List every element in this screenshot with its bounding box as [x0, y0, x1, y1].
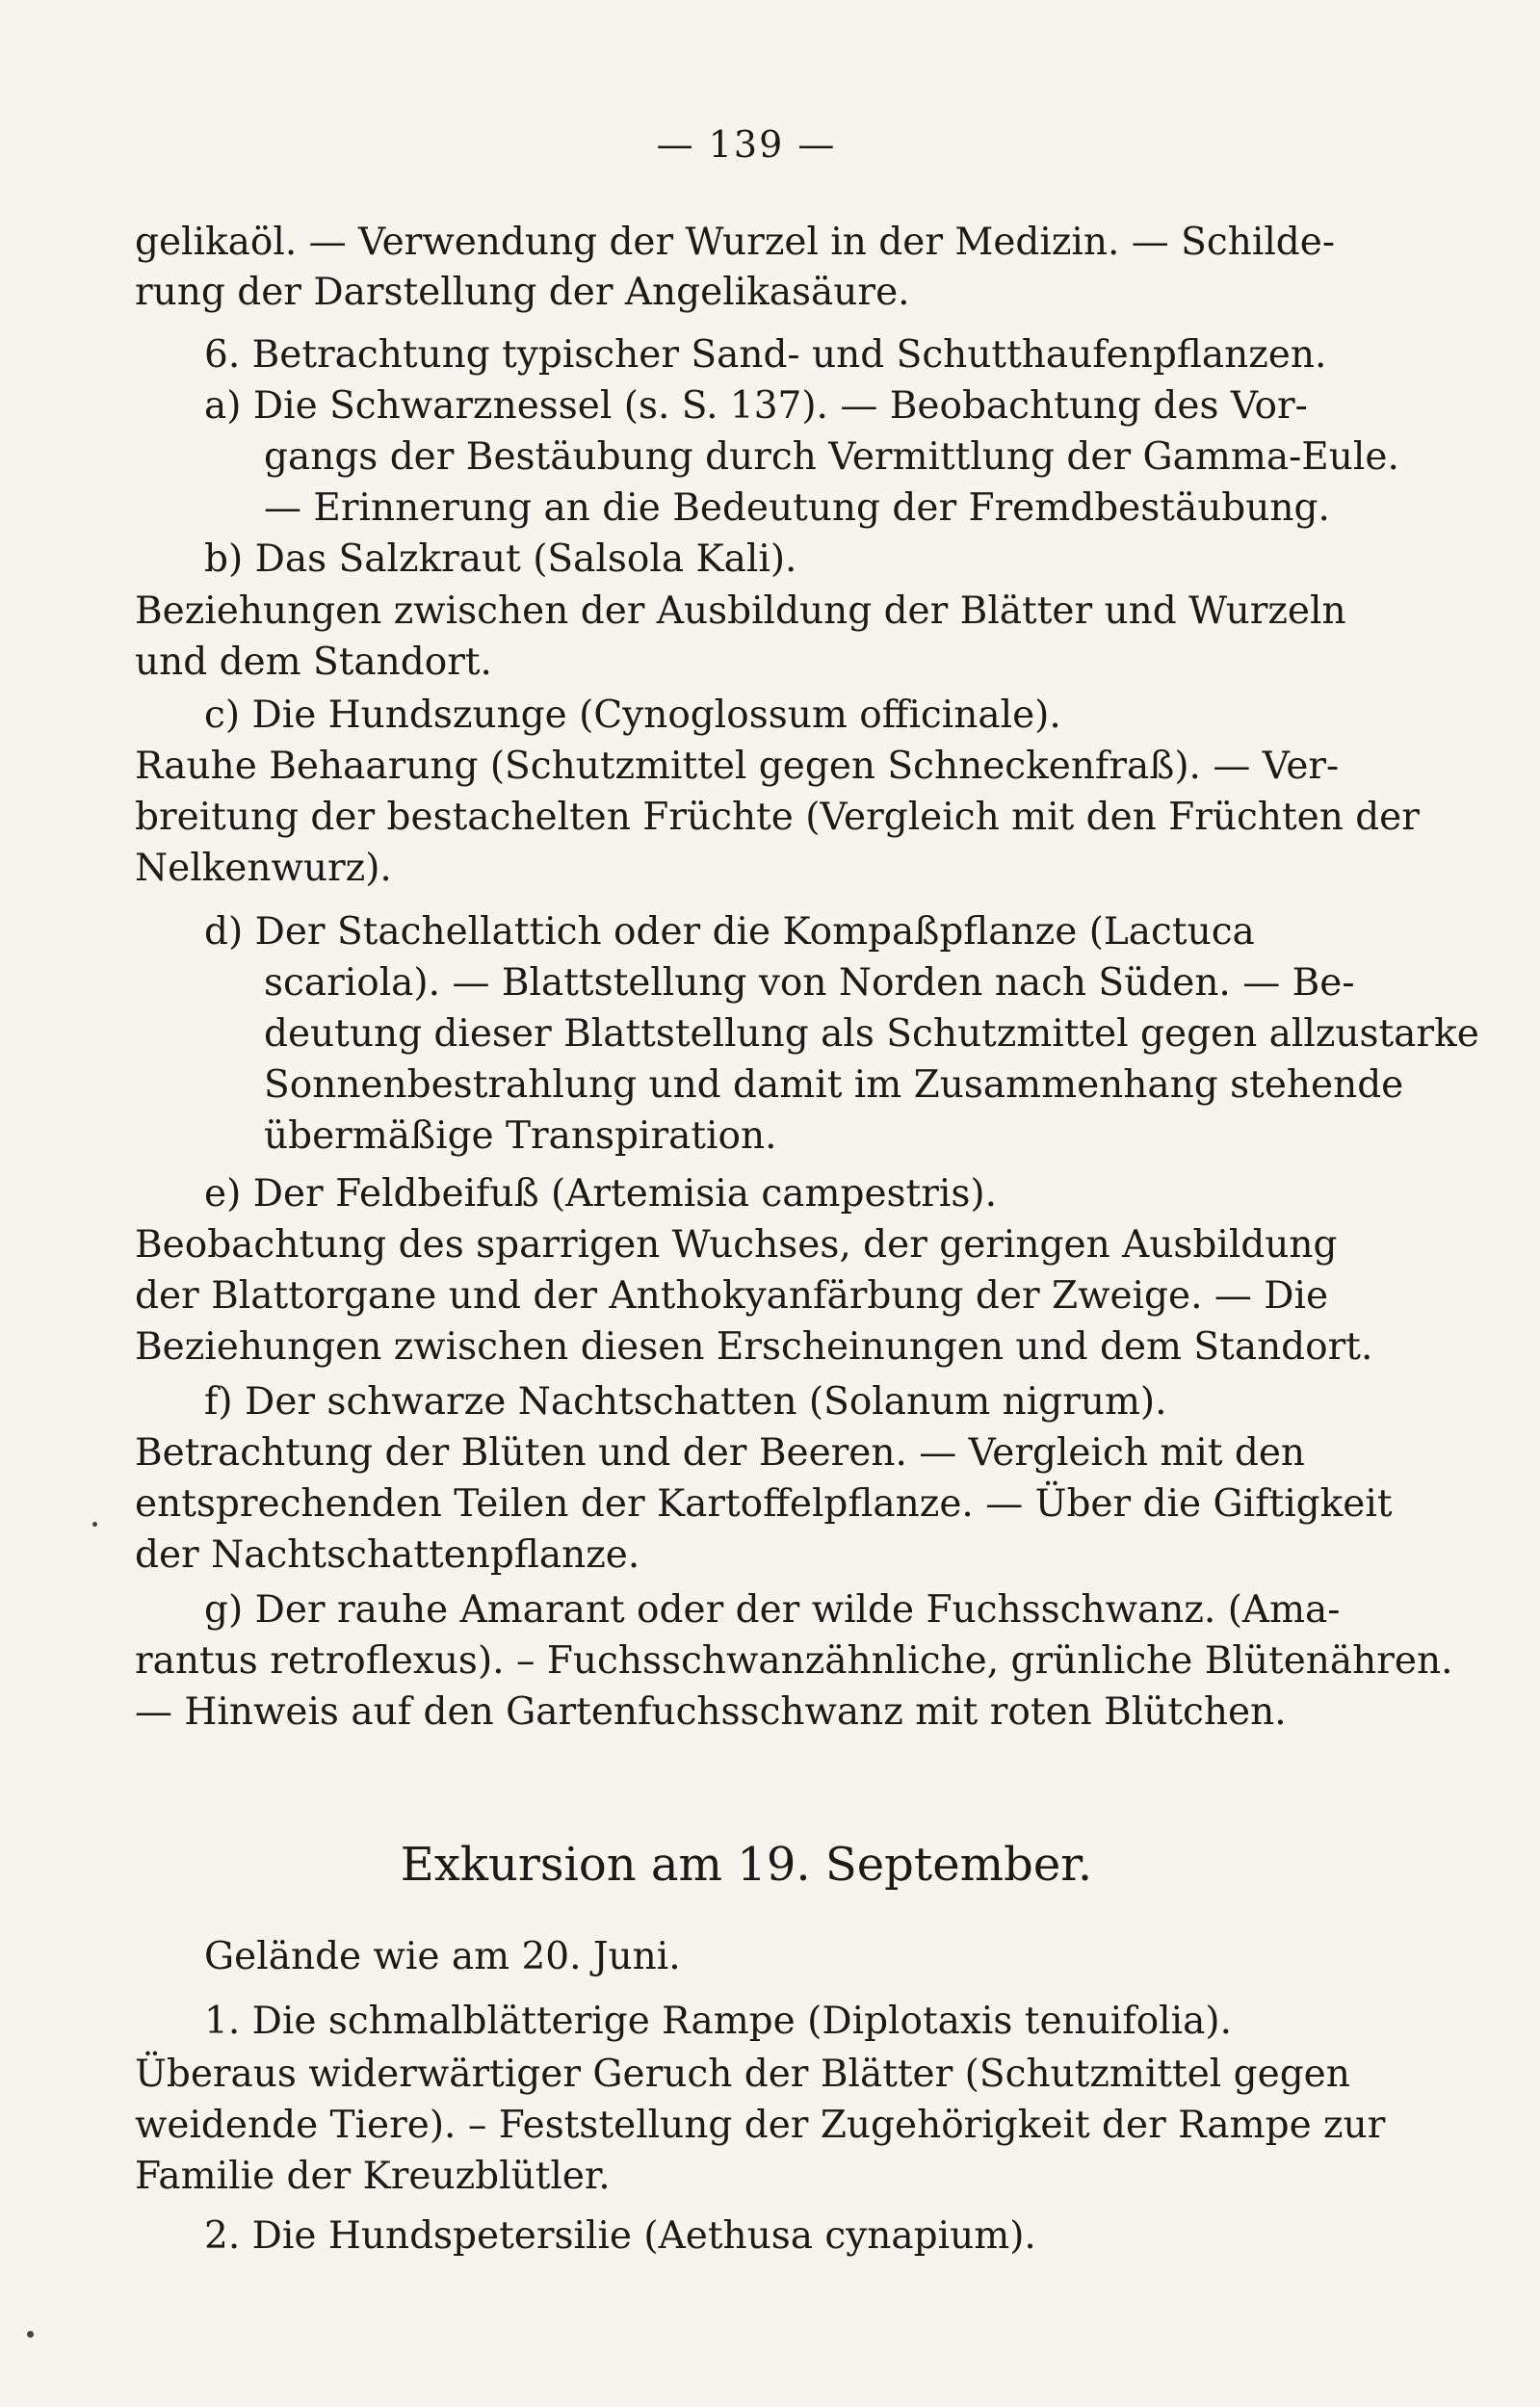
text-line: Beobachtung des sparrigen Wuchses, der geringen Ausbildung — [135, 1223, 1338, 1267]
text-line: Gelände wie am 20. Juni. — [204, 1935, 681, 1978]
text-line: gangs der Bestäubung durch Vermittlung der Gamma-Eule. — [264, 435, 1399, 479]
text-line: übermäßige Transpiration. — [264, 1114, 777, 1158]
text-line: Beziehungen zwischen diesen Erscheinungen und dem Standort. — [135, 1325, 1373, 1369]
text-line: — Erinnerung an die Bedeutung der Fremdbestäubung. — [264, 486, 1330, 530]
text-line: scariola). — Blattstellung von Norden nach Süden. — Be- — [264, 961, 1355, 1005]
text-line: a) Die Schwarznessel (s. S. 137). — Beobachtung des Vor- — [204, 384, 1308, 428]
text-line: 6. Betrachtung typischer Sand- und Schutthaufenpflanzen. — [204, 333, 1327, 377]
text-line: breitung der bestachelten Früchte (Vergleich mit den Früchten der — [135, 796, 1420, 839]
text-line: Betrachtung der Blüten und der Beeren. — Vergleich mit den — [135, 1431, 1306, 1475]
book-page — [135, 0, 1479, 2407]
text-line: Familie der Kreuzblütler. — [135, 2155, 611, 2198]
text-line: — Hinweis auf den Gartenfuchsschwanz mit roten Blütchen. — [135, 1690, 1287, 1734]
print-speck — [27, 2331, 34, 2338]
text-line: weidende Tiere). – Feststellung der Zugehörigkeit der Rampe zur — [135, 2104, 1386, 2147]
text-line: 1. Die schmalblätterige Rampe (Diplotaxis tenuifolia). — [204, 2000, 1232, 2043]
text-line: Beziehungen zwischen der Ausbildung der Blätter und Wurzeln — [135, 589, 1346, 633]
page-number: — 139 — — [656, 123, 837, 166]
section-heading: Exkursion am 19. September. — [400, 1838, 1093, 1892]
text-line: rung der Darstellung der Angelikasäure. — [135, 271, 910, 314]
text-line: und dem Standort. — [135, 641, 492, 684]
text-line: f) Der schwarze Nachtschatten (Solanum nigrum). — [204, 1380, 1167, 1424]
text-line: d) Der Stachellattich oder die Kompaßpflanze (Lactuca — [204, 910, 1255, 954]
text-line: c) Die Hundszunge (Cynoglossum officinale). — [204, 693, 1061, 737]
text-line: deutung dieser Blattstellung als Schutzmittel gegen allzustarke — [264, 1012, 1479, 1056]
text-line: der Blattorgane und der Anthokyanfärbung der Zweige. — Die — [135, 1274, 1329, 1318]
text-line: Rauhe Behaarung (Schutzmittel gegen Schneckenfraß). — Ver- — [135, 745, 1340, 788]
text-line: Nelkenwurz). — [135, 847, 392, 890]
text-line: der Nachtschattenpflanze. — [135, 1533, 640, 1577]
text-line: e) Der Feldbeifuß (Artemisia campestris). — [204, 1172, 997, 1216]
text-line: entsprechenden Teilen der Kartoffelpflanze. — Über die Giftigkeit — [135, 1482, 1393, 1526]
text-line: Überaus widerwärtiger Geruch der Blätter (Schutzmittel gegen — [135, 2053, 1350, 2096]
text-line: b) Das Salzkraut (Salsola Kali). — [204, 537, 797, 581]
text-line: 2. Die Hundspetersilie (Aethusa cynapium). — [204, 2214, 1036, 2258]
text-line: g) Der rauhe Amarant oder der wilde Fuchsschwanz. (Ama- — [204, 1588, 1341, 1632]
text-line: rantus retroflexus). – Fuchsschwanzähnliche, grünliche Blütenähren. — [135, 1639, 1453, 1683]
text-line: Sonnenbestrahlung und damit im Zusammenhang stehende — [264, 1063, 1404, 1107]
text-line: gelikaöl. — Verwendung der Wurzel in der Medizin. — Schilde- — [135, 221, 1336, 264]
print-speck — [92, 1522, 97, 1527]
